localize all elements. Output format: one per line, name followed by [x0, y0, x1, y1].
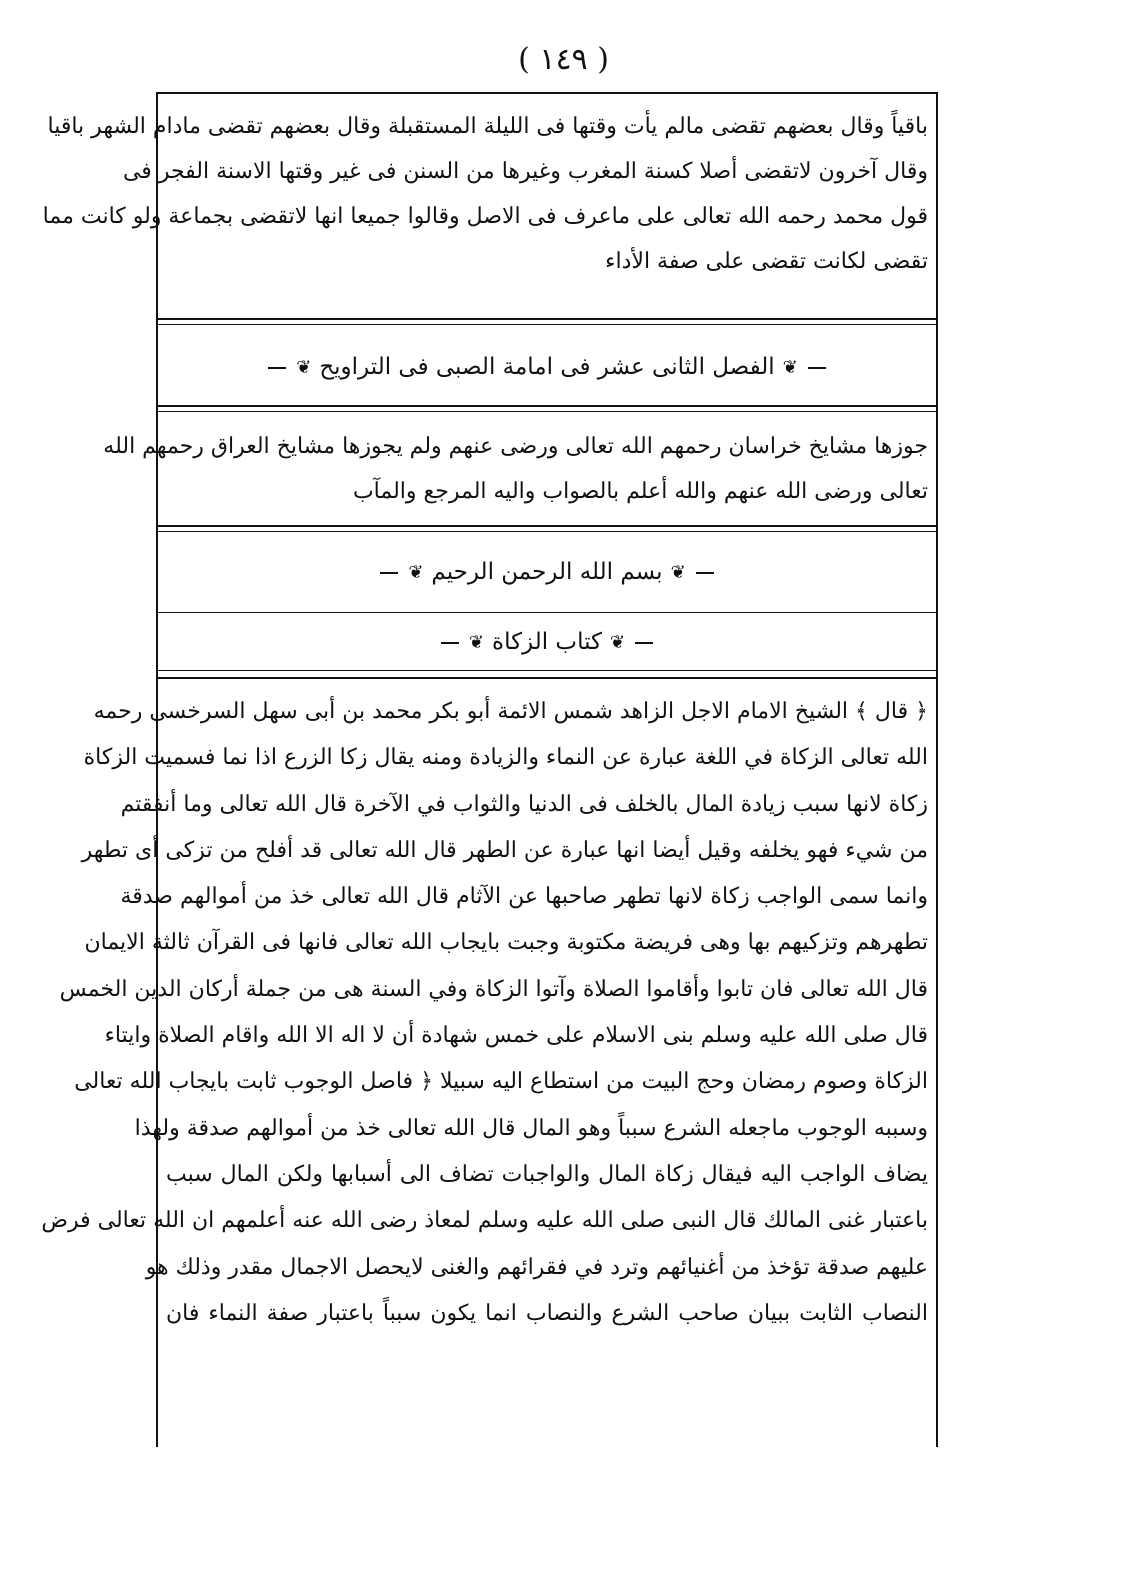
paragraph [103, 424, 928, 514]
section-divider [156, 677, 938, 679]
text-line: وقال آخرون لاتقضى أصلا كسنة المغرب وغيرها من السنن فى غير وقتها الاسنة الفجر فى [122, 159, 928, 184]
text-line: من شيء فهو يخلفه وقيل أيضا انها عبارة عن الطهر قال الله تعالى قد أفلح من تزكى أى تطهر [81, 837, 928, 863]
section-divider [156, 525, 938, 527]
text-line: عليهم صدقة تؤخذ من أغنيائهم وترد في فقرائهم والغنى لايحصل الاجمال مقدر وذلك هو [145, 1254, 928, 1280]
text-line: باعتبار غنى المالك قال النبى صلى الله عليه وسلم لمعاذ رضى الله عنه أعلمهم ان الله تعالى فرض [41, 1208, 928, 1234]
text-line: جوزها مشايخ خراسان رحمهم الله تعالى ورضى عنهم ولم يجوزها مشايخ العراق رحمهم الله [103, 434, 928, 459]
text-line: تقضى لكانت تقضى على صفة الأداء [605, 249, 928, 274]
text-line: يضاف الواجب اليه فيقال زكاة المال والواجبات تضاف الى أسبابها ولكن المال سبب [166, 1161, 928, 1187]
text-line: زكاة لانها سبب زيادة المال بالخلف فى الدنيا والثواب في الآخرة قال الله تعالى وما أنفقتم [120, 791, 928, 817]
text-line: ﴿ قال ﴾ الشيخ الامام الاجل الزاهد شمس الائمة أبو بكر محمد بن أبى سهل السرخسى رحمه [93, 699, 928, 724]
section-divider [156, 324, 938, 325]
section-divider [156, 318, 938, 320]
basmala-heading [166, 552, 928, 593]
frame-top-border [156, 92, 938, 94]
text-line: قول محمد رحمه الله تعالى على ماعرف فى الاصل وقالوا جميعا انها لاتقضى بجماعة ولو كانت مما [42, 204, 928, 229]
paragraph-continuation [42, 104, 928, 284]
ornament-icon: ❦ [468, 632, 485, 653]
text-line: تطهرهم وتزكيهم بها وهى فريضة مكتوبة وجبت بايجاب الله تعالى فانها فى القرآن ثالثة الايمان [84, 930, 928, 956]
heading-text: بسم الله الرحمن الرحيم [431, 559, 663, 585]
frame-right-border [936, 92, 938, 1447]
text-frame [41, 92, 942, 1447]
section-divider [156, 405, 938, 407]
section-divider [156, 670, 938, 671]
text-line: تعالى ورضى الله عنهم والله أعلم بالصواب واليه المرجع والمآب [352, 479, 928, 504]
section-divider [156, 612, 938, 613]
section-heading [166, 347, 928, 388]
ornament-icon: ❦ [782, 357, 798, 378]
text-line: وانما سمى الواجب زكاة لانها تطهر صاحبها عن الآثام قال الله تعالى خذ من أموالهم صدقة [120, 884, 928, 910]
book-title [166, 622, 928, 663]
main-paragraph [41, 689, 928, 1337]
text-line: قال الله تعالى فان تابوا وأقاموا الصلاة وآتوا الزكاة وفي السنة هى من جملة أركان الدين الخمس [59, 976, 928, 1002]
page-number: ( ١٤٩ ) [518, 42, 609, 77]
section-divider [156, 411, 938, 412]
ornament-icon: ❦ [670, 562, 686, 583]
heading-text: كتاب الزكاة [492, 629, 602, 655]
text-line: قال صلى الله عليه وسلم بنى الاسلام على خمس شهادة أن لا اله الا الله واقام الصلاة وايتاء [104, 1023, 928, 1049]
text-line: الزكاة وصوم رمضان وحج البيت من استطاع اليه سبيلا ﴿ فاصل الوجوب ثابت بايجاب الله تعالى [74, 1069, 928, 1095]
text-line: النصاب الثابت ببيان صاحب الشرع والنصاب انما يكون سبباً باعتبار صفة النماء فان [166, 1300, 928, 1326]
heading-text: الفصل الثانى عشر فى امامة الصبى فى التراويح [319, 354, 775, 380]
text-line: الله تعالى الزكاة في اللغة عبارة عن النماء والزيادة ومنه يقال زكا الزرع اذا نما فسميت الزكاة [83, 745, 928, 771]
ornament-icon: ❦ [408, 562, 424, 583]
text-line: باقياً وقال بعضهم تقضى مالم يأت وقتها فى الليلة المستقبلة وقال بعضهم تقضى مادام الشهر باقيا [47, 114, 928, 139]
text-line: وسببه الوجوب ماجعله الشرع سبباً وهو المال قال الله تعالى خذ من أموالهم صدقة ولهذا [134, 1115, 928, 1141]
ornament-icon: ❦ [609, 632, 626, 653]
ornament-icon: ❦ [296, 357, 312, 378]
section-divider [156, 531, 938, 532]
